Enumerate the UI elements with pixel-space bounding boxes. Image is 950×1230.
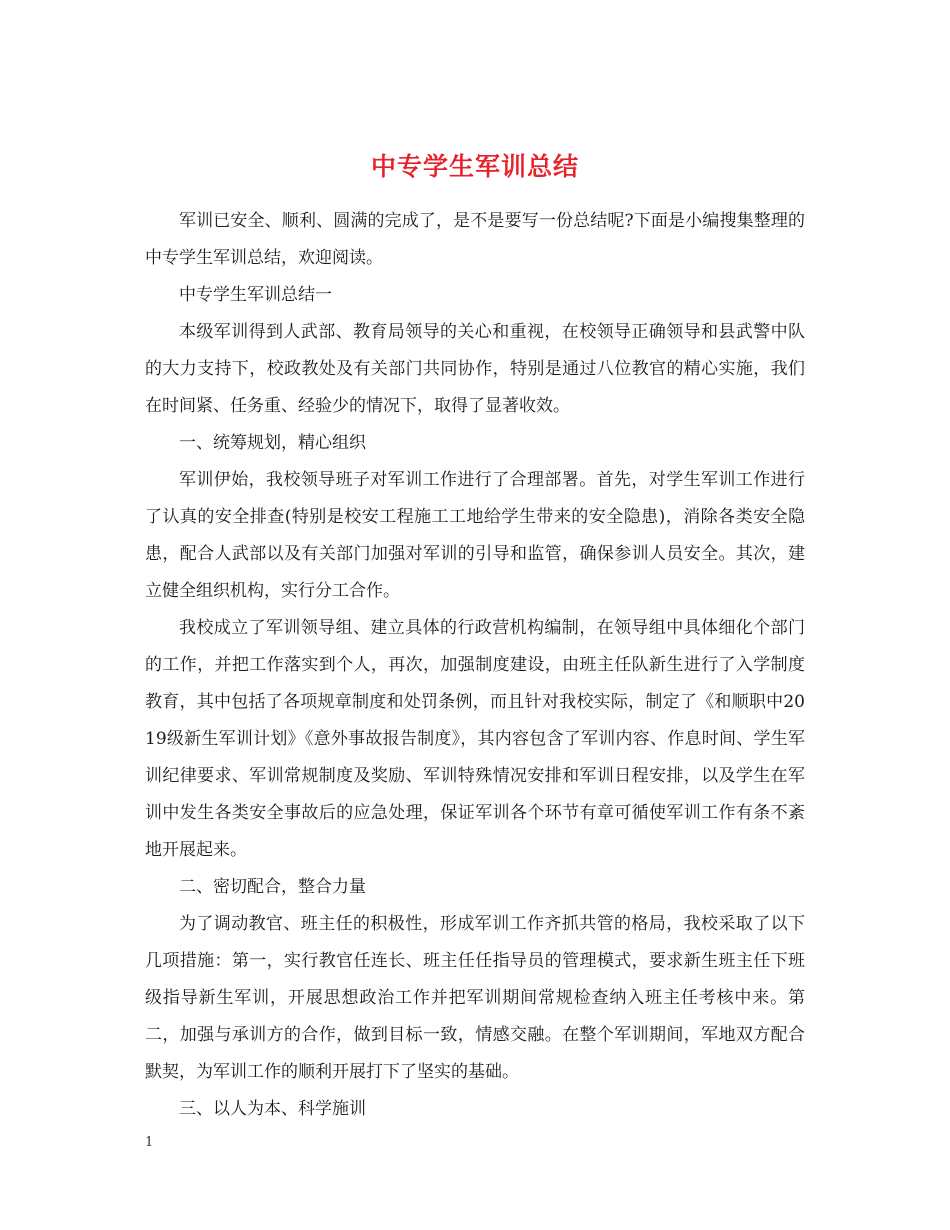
- section-heading: 中专学生军训总结一: [179, 285, 332, 305]
- document-title: 中专学生军训总结: [370, 151, 579, 181]
- page-number: 1: [145, 1135, 154, 1150]
- section-heading: 三、以人为本、科学施训: [179, 1099, 366, 1119]
- section-heading: 二、密切配合，整合力量: [179, 877, 366, 897]
- intro-paragraph: 军训已安全、顺利、圆满的完成了，是不是要写一份总结呢?下面是小编搜集整理的中专学生军训总结，欢迎阅读。: [145, 211, 805, 268]
- body-paragraph: 军训伊始，我校领导班子对军训工作进行了合理部署。首先，对学生军训工作进行了认真的安全排查(特别是校安工程施工工地给学生带来的安全隐患)，消除各类安全隐患，配合人武部以及有关部门加强对军训的引导和监管，确保参训人员安全。其次，建立健全组织机构，实行分工合作。: [145, 470, 805, 601]
- body-paragraph: 为了调动教官、班主任的积极性，形成军训工作齐抓共管的格局，我校采取了以下几项措施：第一，实行教官任连长、班主任任指导员的管理模式，要求新生班主任下班级指导新生军训，开展思想政治工作并把军训期间常规检查纳入班主任考核中来。第二，加强与承训方的合作，做到目标一致，情感交融。在整个军训期间，军地双方配合默契，为军训工作的顺利开展打下了坚实的基础。: [145, 914, 805, 1082]
- body-paragraph: 本级军训得到人武部、教育局领导的关心和重视，在校领导正确领导和县武警中队的大力支持下，校政教处及有关部门共同协作，特别是通过八位教官的精心实施，我们在时间紧、任务重、经验少的情况下，取得了显著收效。: [145, 322, 805, 416]
- document-body: [145, 203, 805, 1128]
- body-paragraph: 我校成立了军训领导组、建立具体的行政营机构编制，在领导组中具体细化个部门的工作，并把工作落实到个人，再次，加强制度建设，由班主任队新生进行了入学制度教育，其中包括了各项规章制度和处罚条例，而且针对我校实际，制定了《和顺职中2019级新生军训计划》《意外事故报告制度》，其内容包含了军训内容、作息时间、学生军训纪律要求、军训常规制度及奖励、军训特殊情况安排和军训日程安排，以及学生在军训中发生各类安全事故后的应急处理，保证军训各个环节有章可循使军训工作有条不紊地开展起来。: [145, 618, 805, 860]
- section-heading: 一、统筹规划，精心组织: [179, 433, 366, 453]
